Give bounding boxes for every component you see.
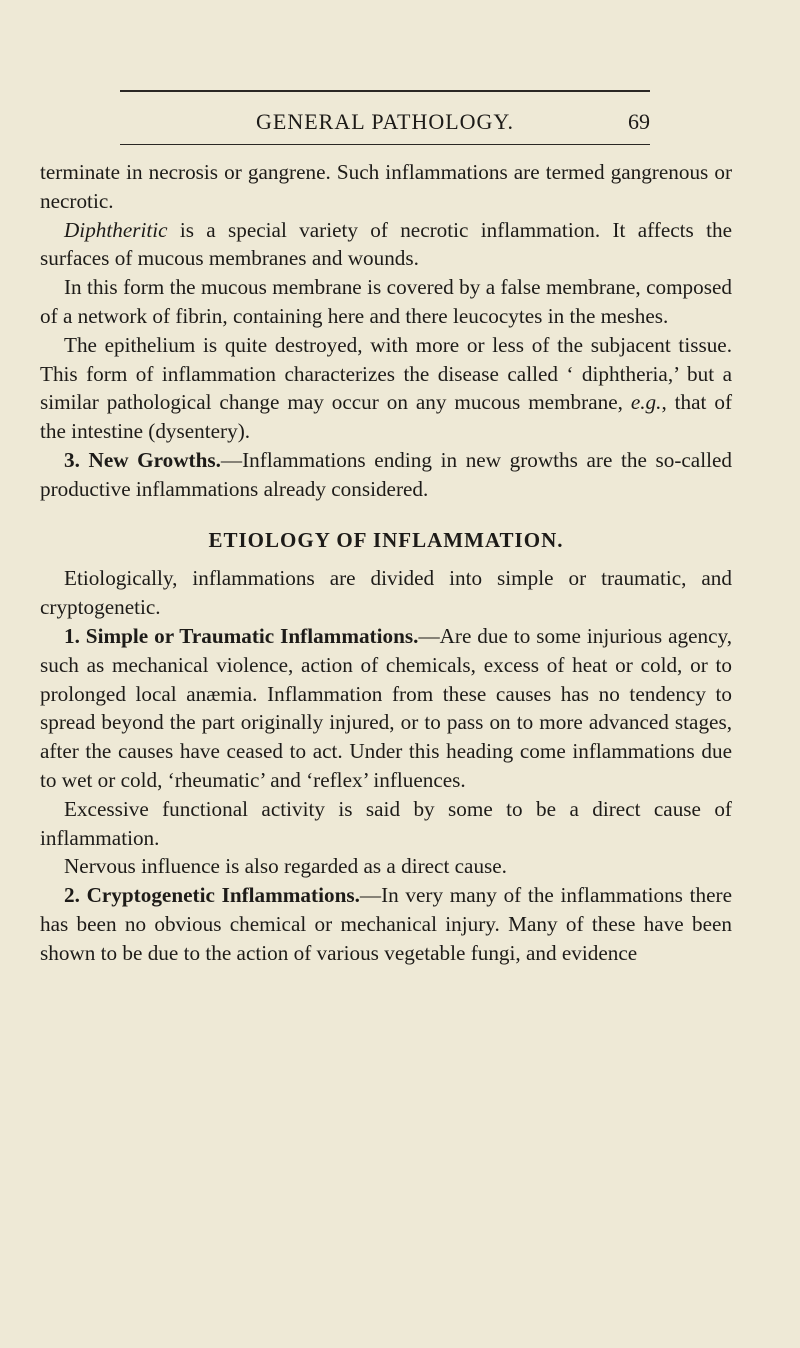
paragraph-false-membrane (40, 273, 732, 331)
paragraph-etiologically (40, 564, 732, 622)
page-body (40, 158, 732, 968)
term-diphtheritic: Diphtheritic (64, 217, 168, 242)
page-header (120, 107, 650, 141)
paragraph-text: In this form the mucous membrane is covered by a false membrane, composed of a network of fibrin, containing here and there leucocytes in the meshes. (40, 275, 732, 328)
header-rule (120, 144, 650, 145)
paragraph-text: is a special variety of necrotic inflammation. It affects the surfaces of mucous membranes and wounds. (40, 217, 732, 271)
paragraph-text: , that of the intestine (dysentery). (40, 390, 733, 444)
subsection-title: 2. Cryptogenetic Inflammations. (64, 883, 360, 908)
paragraph-epithelium (40, 331, 732, 446)
paragraph-text: Nervous influence is also regarded as a direct cause. (64, 854, 507, 879)
paragraph-nervous-influence (40, 852, 732, 881)
paragraph-simple-traumatic (40, 622, 732, 795)
paragraph-text: Etiologically, inflammations are divided into simple or traumatic, and cryptogenetic. (40, 566, 732, 620)
paragraph-text: —Inflammations ending in new growths are the so-called productive inflammations already considered. (40, 447, 732, 501)
paragraph-text: The epithelium is quite destroyed, with more or less of the subjacent tissue. This form of inflammation characterizes the disease called ‘ diphtheria,’ but a similar pathological change may occur on any mucous membrane, (40, 332, 732, 415)
paragraph-new-growths (40, 446, 732, 504)
paragraph-necrosis (40, 158, 732, 216)
paragraph-text: —In very many of the inflammations there has been no obvious chemical or mechanical injury. Many of these have been shown to be due to the action of various vegetable fungi, and evidence (40, 883, 732, 965)
page-number: 69 (628, 109, 650, 134)
running-head: GENERAL PATHOLOGY. (256, 109, 514, 134)
paragraph-text: Excessive functional activity is said by some to be a direct cause of inflammation. (40, 796, 732, 850)
section-heading: ETIOLOGY OF INFLAMMATION. (208, 527, 564, 552)
subsection-title: 1. Simple or Traumatic Inflammations. (64, 623, 419, 648)
paragraph-text: —Are due to some injurious agency, such as mechanical violence, action of chemicals, excess of heat or cold, or to prolonged local anæmia. Inflammation from these causes has no tendency to spread beyond the part originally injured, or to pass on to more advanced stages, after the causes have ceased to act. Under this heading come inflammations due to wet or cold, ‘rheumatic’ and ‘reflex’ influences. (40, 623, 733, 792)
abbr-eg: e.g. (630, 390, 662, 415)
top-rule (120, 90, 650, 92)
paragraph-cryptogenetic (40, 881, 732, 967)
paragraph-functional-activity (40, 795, 732, 853)
paragraph-text: terminate in necrosis or gangrene. Such inflammations are termed gangrenous or necrotic. (40, 160, 732, 213)
subsection-title: 3. New Growths. (64, 447, 221, 472)
paragraph-diphtheritic (40, 216, 732, 274)
